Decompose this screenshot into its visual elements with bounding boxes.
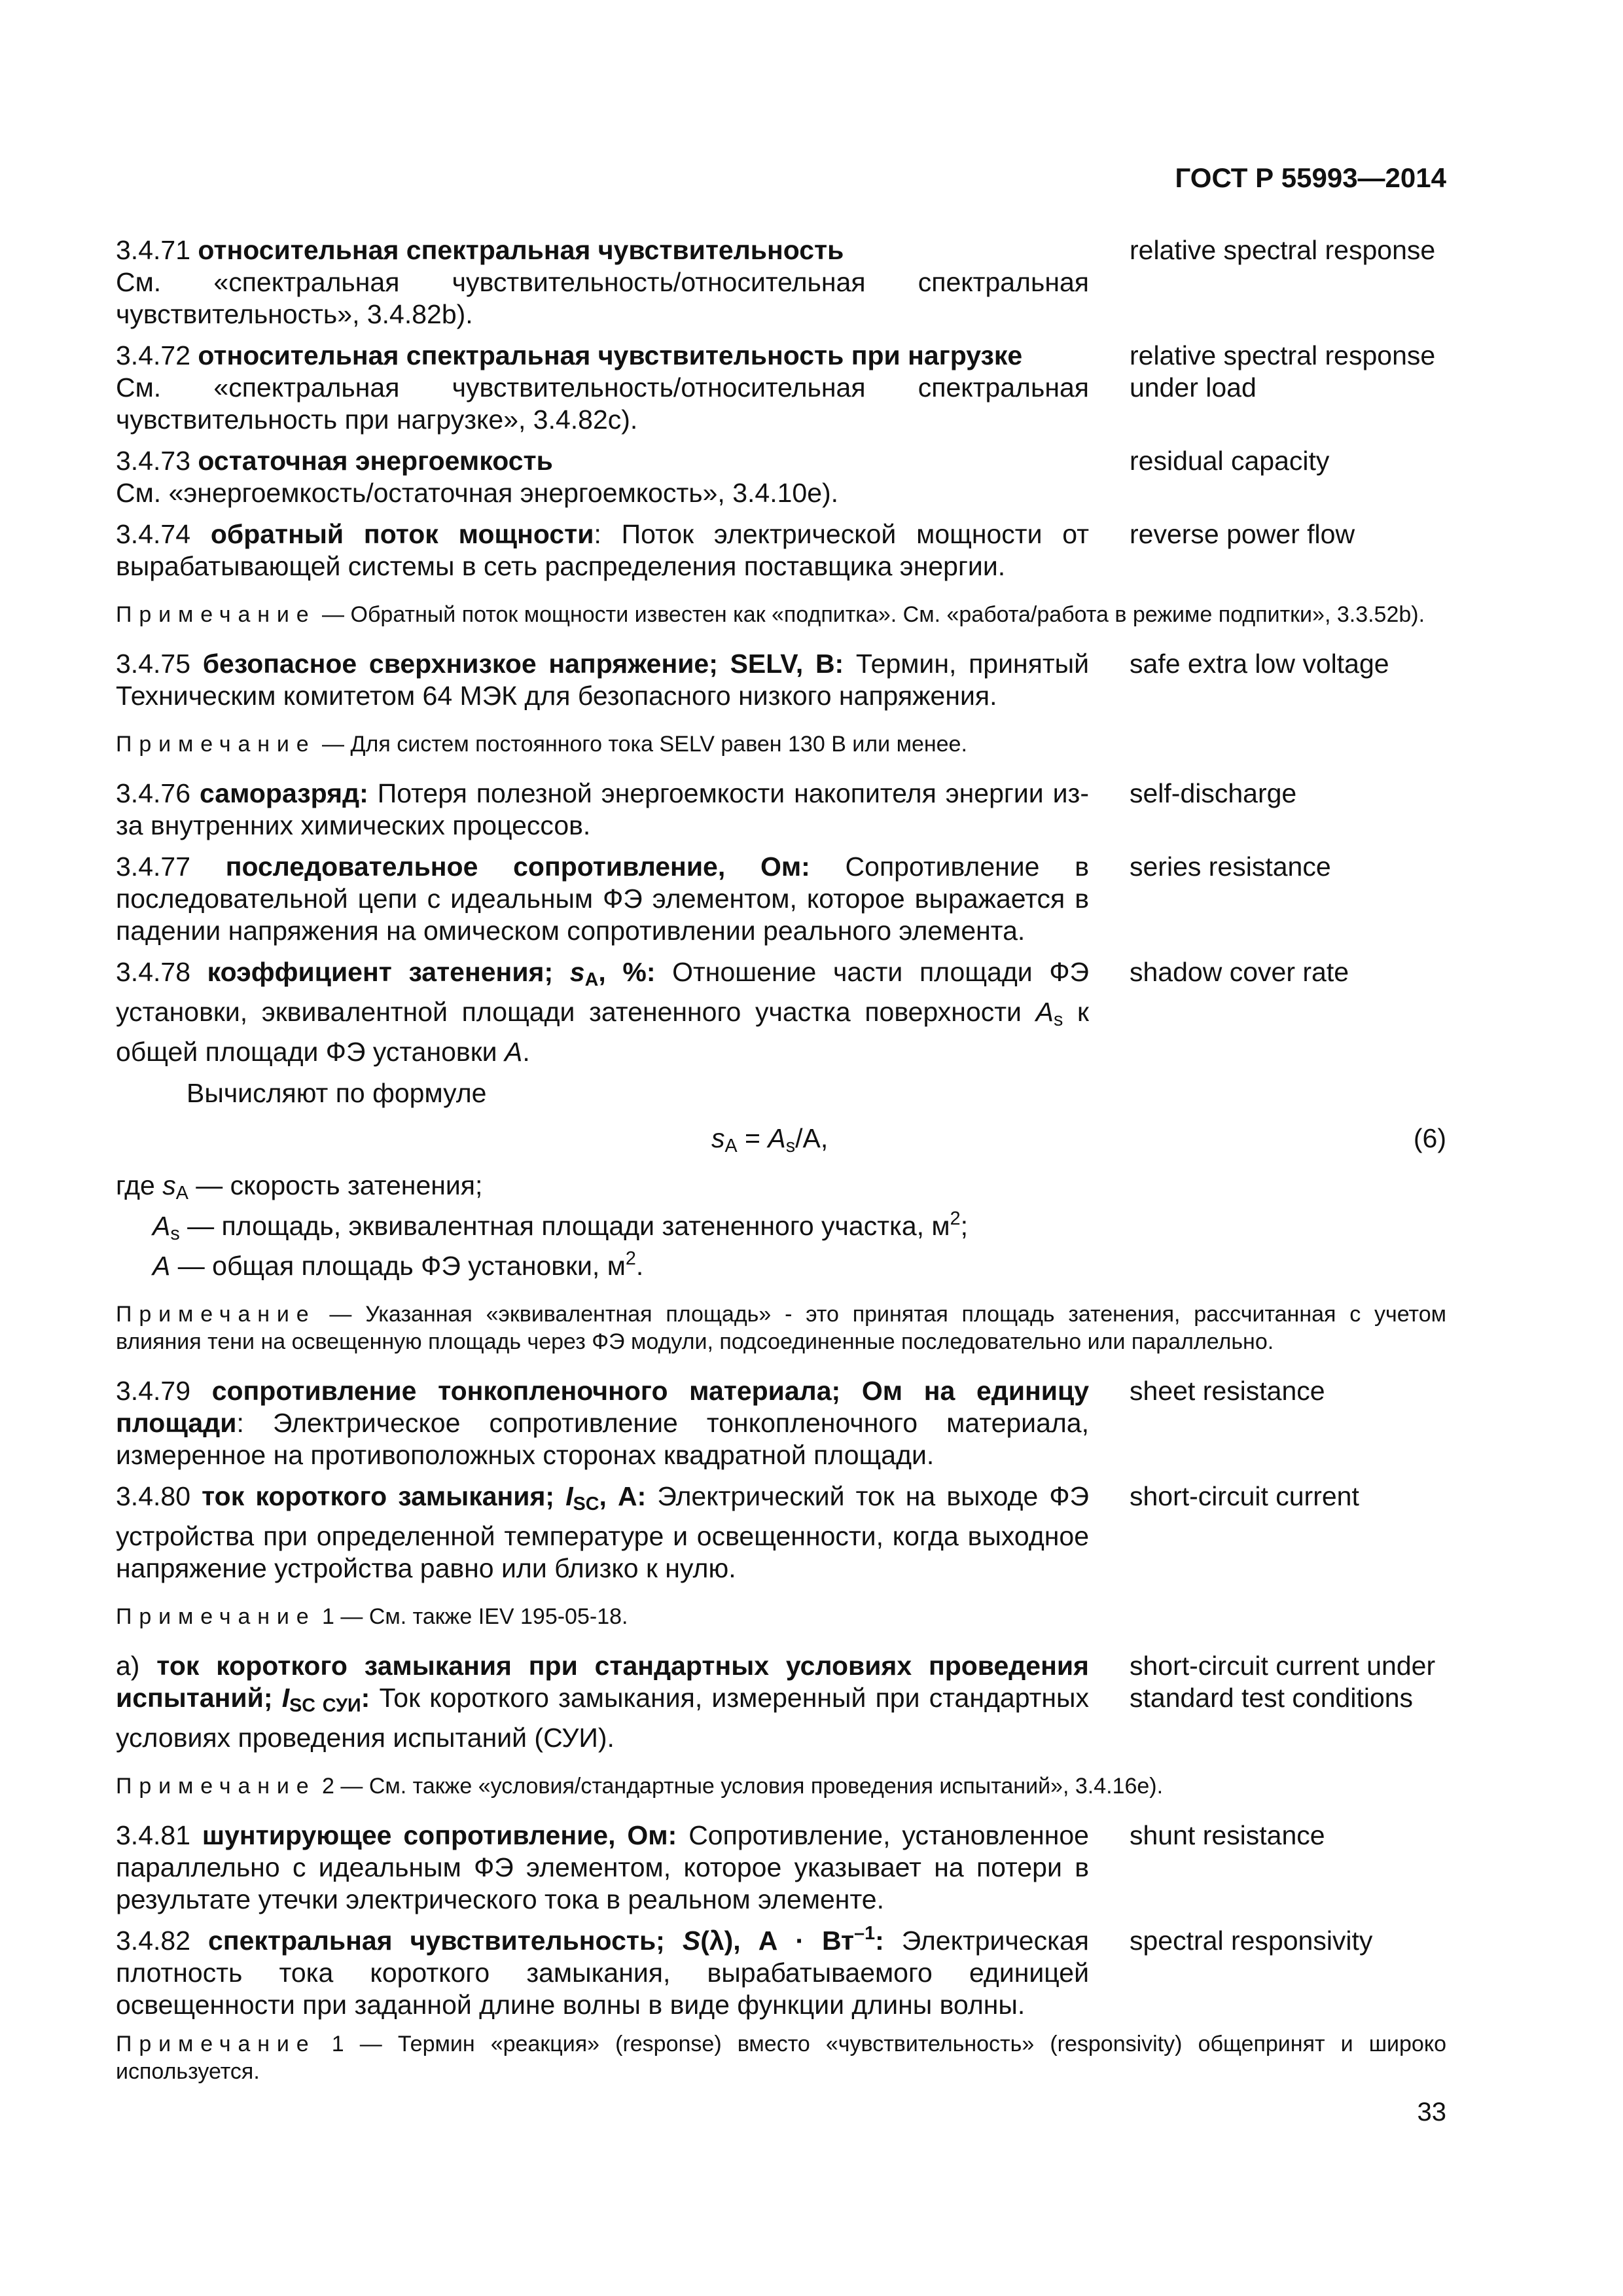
entry-term: обратный поток мощности (210, 519, 594, 549)
entry-english: short-circuit current under standard test conditions (1130, 1650, 1436, 1713)
note-label: Примечание (116, 732, 316, 757)
entry-number: 3.4.74 (116, 519, 190, 549)
entry-3-4-74 (116, 518, 1446, 583)
entry-3-4-78 (116, 956, 1446, 1068)
entry-term: шунтирующее сопротивление, Ом: (202, 1820, 677, 1851)
entry-3-4-73 (116, 445, 1446, 509)
entry-number: 3.4.81 (116, 1820, 190, 1851)
entry-3-4-71 (116, 234, 1446, 331)
entry-body: Электрическая плотность тока короткого замыкания, вырабатываемого единицей освещенности при заданной длине волны в виде функции длины волны. (116, 1926, 1089, 2020)
note-text: 1 — См. также IEV 195-05-18. (315, 1604, 628, 1629)
entry-number: 3.4.72 (116, 340, 190, 370)
legend-line: $A_s$ — площадь, эквивалентная площади затененного участка, $м^2$; (152, 1208, 968, 1244)
note (116, 1603, 1446, 1630)
entry-english: residual capacity (1130, 446, 1330, 476)
entry-english: short-circuit current (1130, 1480, 1359, 1511)
document-header: ГОСТ Р 55993—2014 (1175, 162, 1446, 193)
entry-body: Потеря полезной энергоемкости накопителя энергии из-за внутренних химических процессов. (116, 778, 1089, 840)
entry-term: остаточная энергоемкость (198, 446, 553, 476)
entry-number: 3.4.82 (116, 1926, 190, 1956)
entry-body: : Поток электрической мощности от вырабатывающей системы в сеть распределения поставщика энергии. (116, 519, 1089, 581)
entry-number: 3.4.80 (116, 1480, 190, 1511)
entry-3-4-81 (116, 1820, 1446, 1916)
note-text: 2 — См. также «условия/стандартные условия проведения испытаний», 3.4.16e). (315, 1774, 1164, 1799)
entry-term: ток короткого замыкания; $I_{SC}$, А: (202, 1480, 647, 1515)
entry-term: относительная спектральная чувствительность при нагрузке (198, 340, 1023, 370)
entry-english: shadow cover rate (1130, 957, 1349, 987)
legend-line: где $s_A$ — скорость затенения; (116, 1170, 483, 1204)
entry-body: Термин, принятый Техническим комитетом 64 МЭК для безопасного низкого напряжения. (116, 649, 1089, 711)
formula-number: (6) (1413, 1123, 1446, 1154)
entry-3-4-79 (116, 1375, 1446, 1471)
note (116, 601, 1446, 628)
entry-number: 3.4.79 (116, 1375, 190, 1406)
note (116, 730, 1446, 758)
entry-english: safe extra low voltage (1130, 649, 1389, 679)
note-label: Примечание (116, 602, 316, 627)
entry-body: Сопротивление в последовательной цепи с идеальным ФЭ элементом, которое выражается в падении напряжения на омическом сопротивлении реального элемента. (116, 852, 1089, 946)
entry-english: spectral responsivity (1130, 1926, 1373, 1956)
legend-line: A — общая площадь ФЭ установки, $м^2$. (152, 1247, 644, 1281)
entry-number: 3.4.78 (116, 957, 190, 987)
entry-body: Отношение части площади ФЭ установки, эквивалентной площади затененного участка поверхности $A_s$ к общей площади ФЭ установки A. (116, 957, 1089, 1067)
entry-english: self-discharge (1130, 778, 1297, 808)
entry-body: См. «спектральная чувствительность/относительная спектральная чувствительность», 3.4.82b). (116, 267, 1089, 329)
entry-3-4-72 (116, 340, 1446, 436)
entry-english: relative spectral response under load (1130, 340, 1436, 403)
entry-english: reverse power flow (1130, 519, 1355, 549)
entry-number: 3.4.71 (116, 235, 190, 265)
entry-3-4-77 (116, 851, 1446, 947)
note-text: — Указанная «эквивалентная площадь» - это принятая площадь затенения, рассчитанная с учетом влияния тени на освещенную площадь через ФЭ модули, подсоединенные последовательно или параллельно. (116, 1301, 1446, 1354)
entry-number: 3.4.73 (116, 446, 190, 476)
entry-3-4-80 (116, 1480, 1446, 1585)
entry-english: relative spectral response (1130, 235, 1436, 265)
note (116, 2030, 1446, 2085)
note-text: 1 — Термин «реакция» (response) вместо «чувствительность» (responsivity) общепринят и широко используется. (116, 2032, 1446, 2085)
note-label: Примечание (116, 1301, 316, 1327)
formula-row (116, 1116, 1446, 1163)
entry-number: а) (116, 1650, 140, 1681)
entry-english: shunt resistance (1130, 1820, 1325, 1851)
entry-english: series resistance (1130, 852, 1331, 882)
entry-number: 3.4.76 (116, 778, 190, 808)
page-body (116, 234, 1446, 2105)
entry-body: Ток короткого замыкания, измеренный при стандартных условиях проведения испытаний (СУИ). (116, 1682, 1089, 1753)
entry-term: саморазряд: (199, 778, 368, 808)
formula-lead: Вычисляют по формуле (187, 1078, 487, 1109)
note-label: Примечание (116, 1774, 316, 1799)
entry-english: sheet resistance (1130, 1375, 1325, 1406)
entry-term: коэффициент затенения; $s_A$, %: (207, 957, 656, 991)
note-label: Примечание (116, 2032, 316, 2057)
entry-3-4-82 (116, 1925, 1446, 2021)
entry-body: Электрический ток на выходе ФЭ устройства при определенной температуре и освещенности, когда выходное напряжение устройства равно или близко к нулю. (116, 1480, 1090, 1583)
entry-term: спектральная чувствительность; S(λ), $А \cdot Вт^{-1}$: (208, 1923, 884, 1956)
entry-number: 3.4.75 (116, 649, 190, 679)
note (116, 1772, 1446, 1800)
entry-body: : Электрическое сопротивление тонкопленочного материала, измеренное на противоположных сторонах квадратной площади. (116, 1407, 1089, 1470)
entry-term: последовательное сопротивление, Ом: (225, 852, 810, 882)
entry-3-4-75 (116, 648, 1446, 712)
entry-3-4-80-a (116, 1650, 1446, 1754)
formula-legend (116, 1170, 1446, 1282)
note-label: Примечание (116, 1604, 316, 1629)
formula: $s_A = A_s/A$, (711, 1123, 829, 1157)
entry-body: См. «энергоемкость/остаточная энергоемкость», 3.4.10e). (116, 478, 839, 508)
note (116, 1300, 1446, 1355)
note-text: — Для систем постоянного тока SELV равен 130 В или менее. (315, 732, 967, 757)
entry-term: ток короткого замыкания при стандартных условиях проведения испытаний; $I_{SC СУИ}$: (116, 1650, 1089, 1717)
note-text: — Обратный поток мощности известен как «подпитка». См. «работа/работа в режиме подпитки», 3.3.52b). (315, 602, 1425, 627)
entry-term: безопасное сверхнизкое напряжение; SELV, В: (202, 649, 844, 679)
entry-body: См. «спектральная чувствительность/относительная спектральная чувствительность при нагрузке», 3.4.82c). (116, 372, 1089, 435)
page-number: 33 (1417, 2098, 1446, 2126)
entry-term: сопротивление тонкопленочного материала; Ом на единицу площади (116, 1375, 1089, 1438)
entry-term: относительная спектральная чувствительность (198, 235, 844, 265)
entry-body: Сопротивление, установленное параллельно с идеальным ФЭ элементом, которое указывает на потери в результате утечки электрического тока в реальном элементе. (116, 1820, 1089, 1915)
entry-3-4-76 (116, 778, 1446, 842)
entry-number: 3.4.77 (116, 852, 190, 882)
